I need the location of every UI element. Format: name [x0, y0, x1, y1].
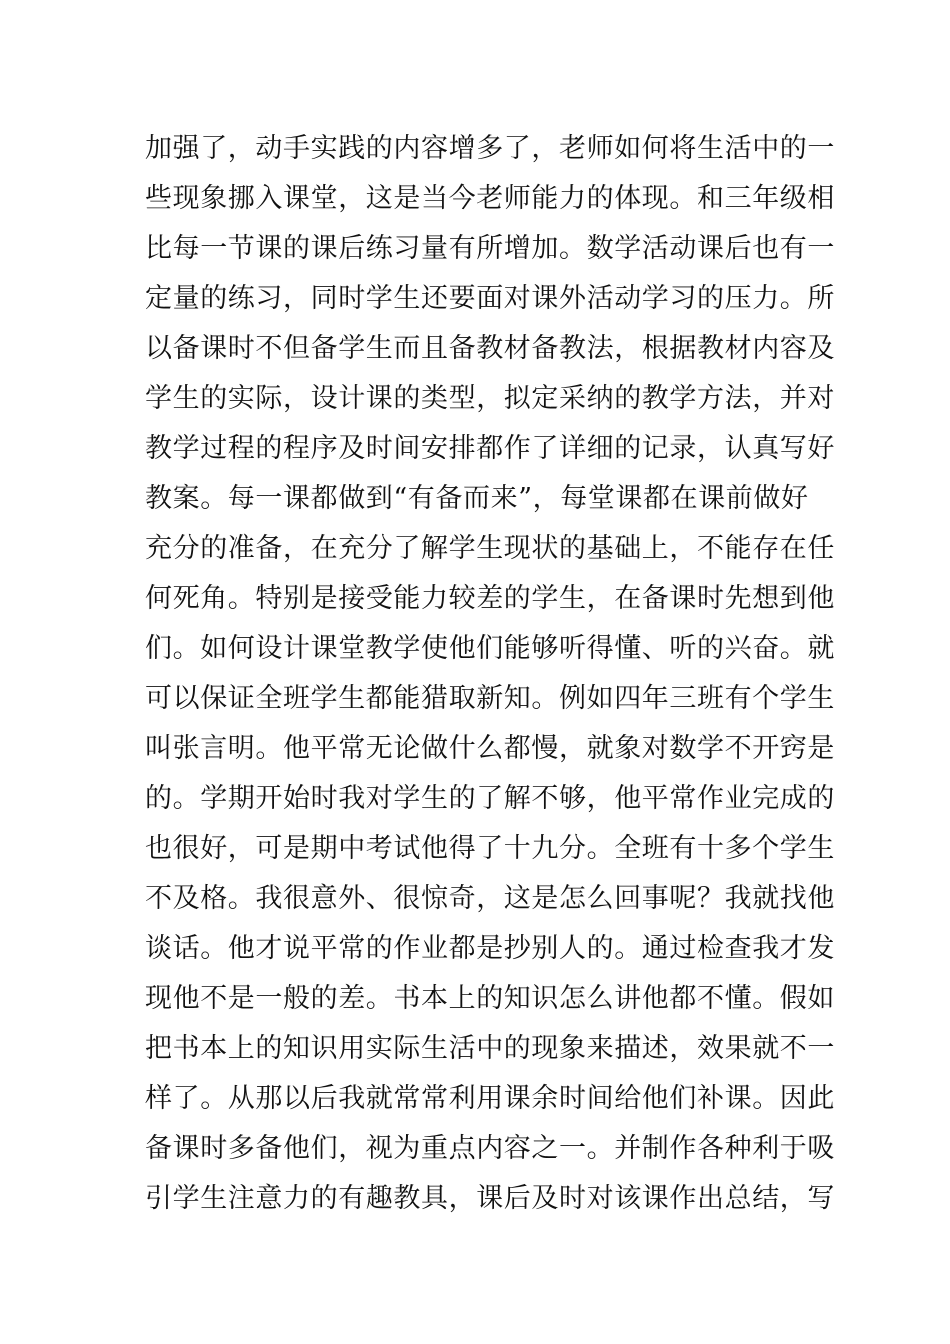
text-line: 把书本上的知识用实际生活中的现象来描述，效果就不一: [145, 1033, 835, 1064]
text-line: 叫张言明。他平常无论做什么都慢，就象对数学不开窍是: [145, 733, 835, 764]
text-line: 比每一节课的课后练习量有所增加。数学活动课后也有一: [145, 233, 835, 264]
text-line: 教案。每一课都做到“有备而来”，每堂课都在课前做好: [145, 483, 809, 514]
text-line: 些现象挪入课堂，这是当今老师能力的体现。和三年级相: [145, 183, 835, 214]
text-line: 谈话。他才说平常的作业都是抄别人的。通过检查我才发: [145, 933, 835, 964]
body-text: [145, 124, 835, 1224]
text-line: 引学生注意力的有趣教具，课后及时对该课作出总结，写: [145, 1183, 835, 1214]
text-line: 充分的准备，在充分了解学生现状的基础上，不能存在任: [145, 533, 835, 564]
text-line: 以备课时不但备学生而且备教材备教法，根据教材内容及: [145, 333, 835, 364]
text-line: 现他不是一般的差。书本上的知识怎么讲他都不懂。假如: [145, 983, 835, 1014]
text-line: 备课时多备他们，视为重点内容之一。并制作各种利于吸: [145, 1133, 835, 1164]
text-line: 何死角。特别是接受能力较差的学生，在备课时先想到他: [145, 583, 835, 614]
text-line: 加强了，动手实践的内容增多了，老师如何将生活中的一: [145, 133, 835, 164]
text-line: 学生的实际，设计课的类型，拟定采纳的教学方法，并对: [145, 383, 835, 414]
text-line: 们。如何设计课堂教学使他们能够听得懂、听的兴奋。就: [145, 633, 835, 664]
text-line: 也很好，可是期中考试他得了十九分。全班有十多个学生: [145, 833, 835, 864]
text-line: 的。学期开始时我对学生的了解不够，他平常作业完成的: [145, 783, 835, 814]
text-line: 不及格。我很意外、很惊奇，这是怎么回事呢？我就找他: [145, 883, 835, 914]
text-line: 可以保证全班学生都能猎取新知。例如四年三班有个学生: [145, 683, 835, 714]
text-line: 定量的练习，同时学生还要面对课外活动学习的压力。所: [145, 283, 835, 314]
text-line: 教学过程的程序及时间安排都作了详细的记录，认真写好: [145, 433, 835, 464]
text-line: 样了。从那以后我就常常利用课余时间给他们补课。因此: [145, 1083, 835, 1114]
